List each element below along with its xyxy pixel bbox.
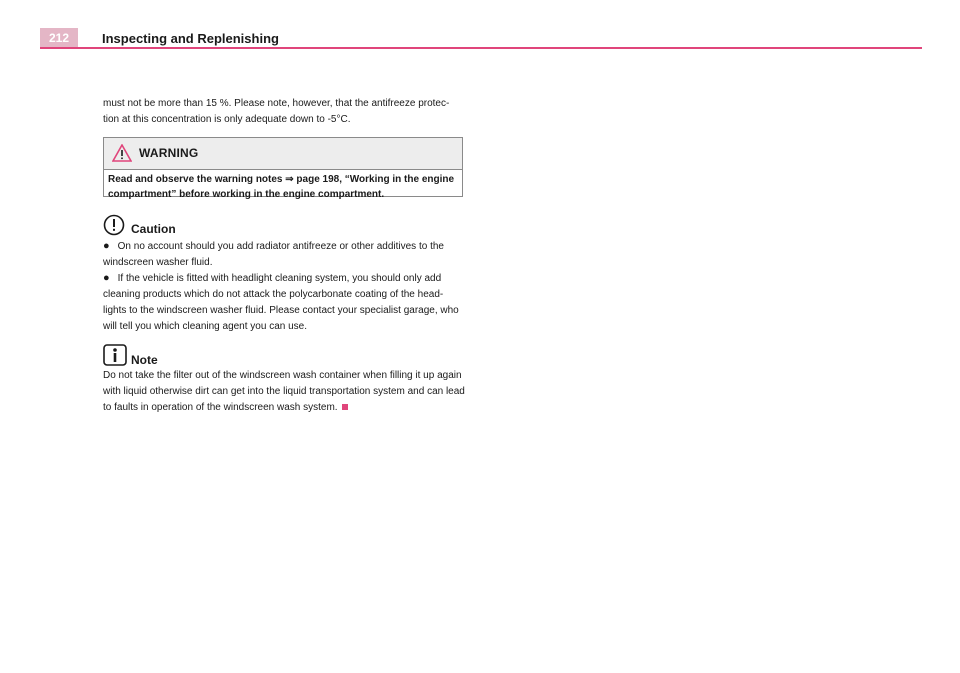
page-reference-arrow: ⇒: [285, 174, 294, 185]
section-title: Inspecting and Replenishing: [102, 31, 279, 46]
warning-text-end: page 198, “Working in the engine compartment” before working in the engine compartment.: [108, 174, 455, 200]
warning-box: [103, 137, 463, 200]
caution-exclamation-icon: [103, 214, 125, 241]
warning-triangle-icon: [112, 144, 132, 167]
caution-bullet: [103, 238, 465, 271]
header-rule: [40, 47, 922, 49]
warning-body: [104, 170, 462, 204]
note-info-icon: [103, 344, 127, 371]
caution-bullet-text: If the vehicle is fitted with headlight cleaning system, you should only add cleaning products which do not attack the polycarbonate coating of the head-lights to the windscreen washer fluid. Please contact your specialist garage, who will tell you which cleaning agent you can use.: [103, 273, 459, 332]
caution-bullet-text: On no account should you add radiator antifreeze or other additives to the windscreen washer fluid.: [103, 241, 444, 268]
note-body: [103, 368, 465, 416]
bullet-dot-icon: ●: [103, 272, 110, 284]
note-title: Note: [131, 353, 158, 367]
page-number: 212: [40, 28, 78, 48]
caution-title: Caution: [131, 222, 176, 236]
intro-text: must not be more than 15 %. Please note, however, that the antifreeze protec-tion at this concentration is only adequate down to -5°C.: [103, 98, 450, 125]
intro-paragraph: [103, 96, 465, 128]
warning-title: WARNING: [139, 146, 199, 160]
end-of-section-mark: [342, 404, 348, 410]
warning-header: [104, 138, 462, 170]
caution-bullet: [103, 270, 465, 335]
note-text: Do not take the filter out of the windscreen wash container when filling it up again with liquid otherwise dirt can get into the liquid transportation system and can lead to faults in operation of the windscreen wash system.: [103, 370, 465, 413]
bullet-dot-icon: ●: [103, 240, 110, 252]
warning-text-start: Read and observe the warning notes: [108, 174, 286, 185]
page-header: [40, 28, 922, 50]
